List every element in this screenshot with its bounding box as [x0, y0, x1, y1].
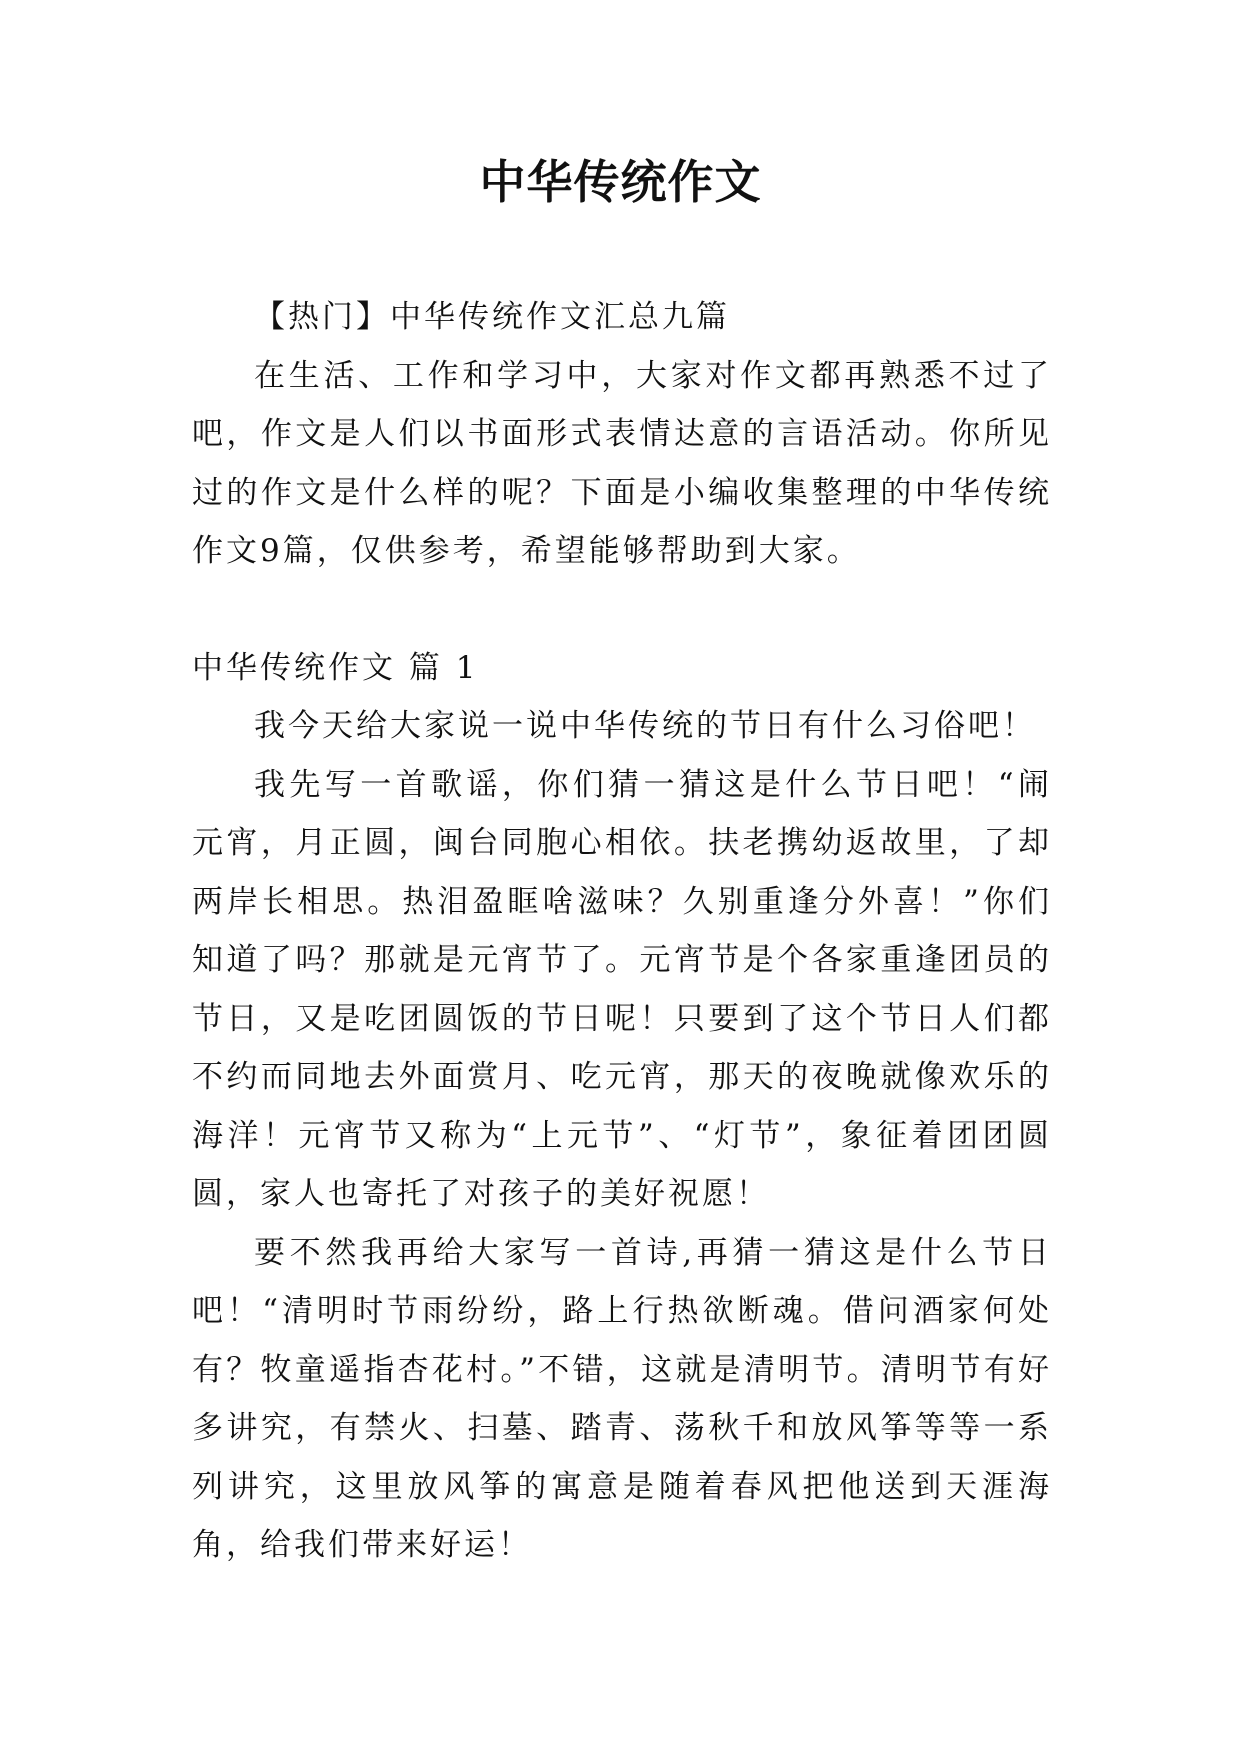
- body-paragraph-2: 我先写一首歌谣，你们猜一猜这是什么节日吧！“闹元宵，月正圆，闽台同胞心相依。扶老携幼返故里，了却两岸长相思。热泪盈眶啥滋味？久别重逢分外喜！”你们知道了吗？那就是元宵节了。元宵节是个各家重逢团员的节日，又是吃团圆饭的节日呢！只要到了这个节日人们都不约而同地去外面赏月、吃元宵，那天的夜晚就像欢乐的海洋！元宵节又称为“上元节”、“灯节”，象征着团团圆圆，家人也寄托了对孩子的美好祝愿！: [192, 766, 1052, 1212]
- document-title: 中华传统作文: [479, 155, 762, 209]
- intro-paragraph: 在生活、工作和学习中，大家对作文都再熟悉不过了吧，作文是人们以书面形式表情达意的言语活动。你所见过的作文是什么样的呢？下面是小编收集整理的中华传统作文9篇，仅供参考，希望能够帮助到大家。: [192, 357, 1052, 569]
- body-paragraph-3: 要不然我再给大家写一首诗,再猜一猜这是什么节日吧！“清明时节雨纷纷，路上行热欲断魂。借问酒家何处有？牧童遥指杏花村。”不错，这就是清明节。清明节有好多讲究，有禁火、扫墓、踏青、荡秋千和放风筝等等一系列讲究，这里放风筝的寓意是随着春风把他送到天涯海角，给我们带来好运！: [192, 1234, 1052, 1563]
- document-subtitle: 【热门】中华传统作文汇总九篇: [254, 299, 730, 335]
- body-paragraph-1: 我今天给大家说一说中华传统的节日有什么习俗吧！: [254, 708, 1036, 744]
- section-title: 中华传统作文 篇 1: [192, 649, 479, 686]
- document-body: [192, 288, 1052, 1575]
